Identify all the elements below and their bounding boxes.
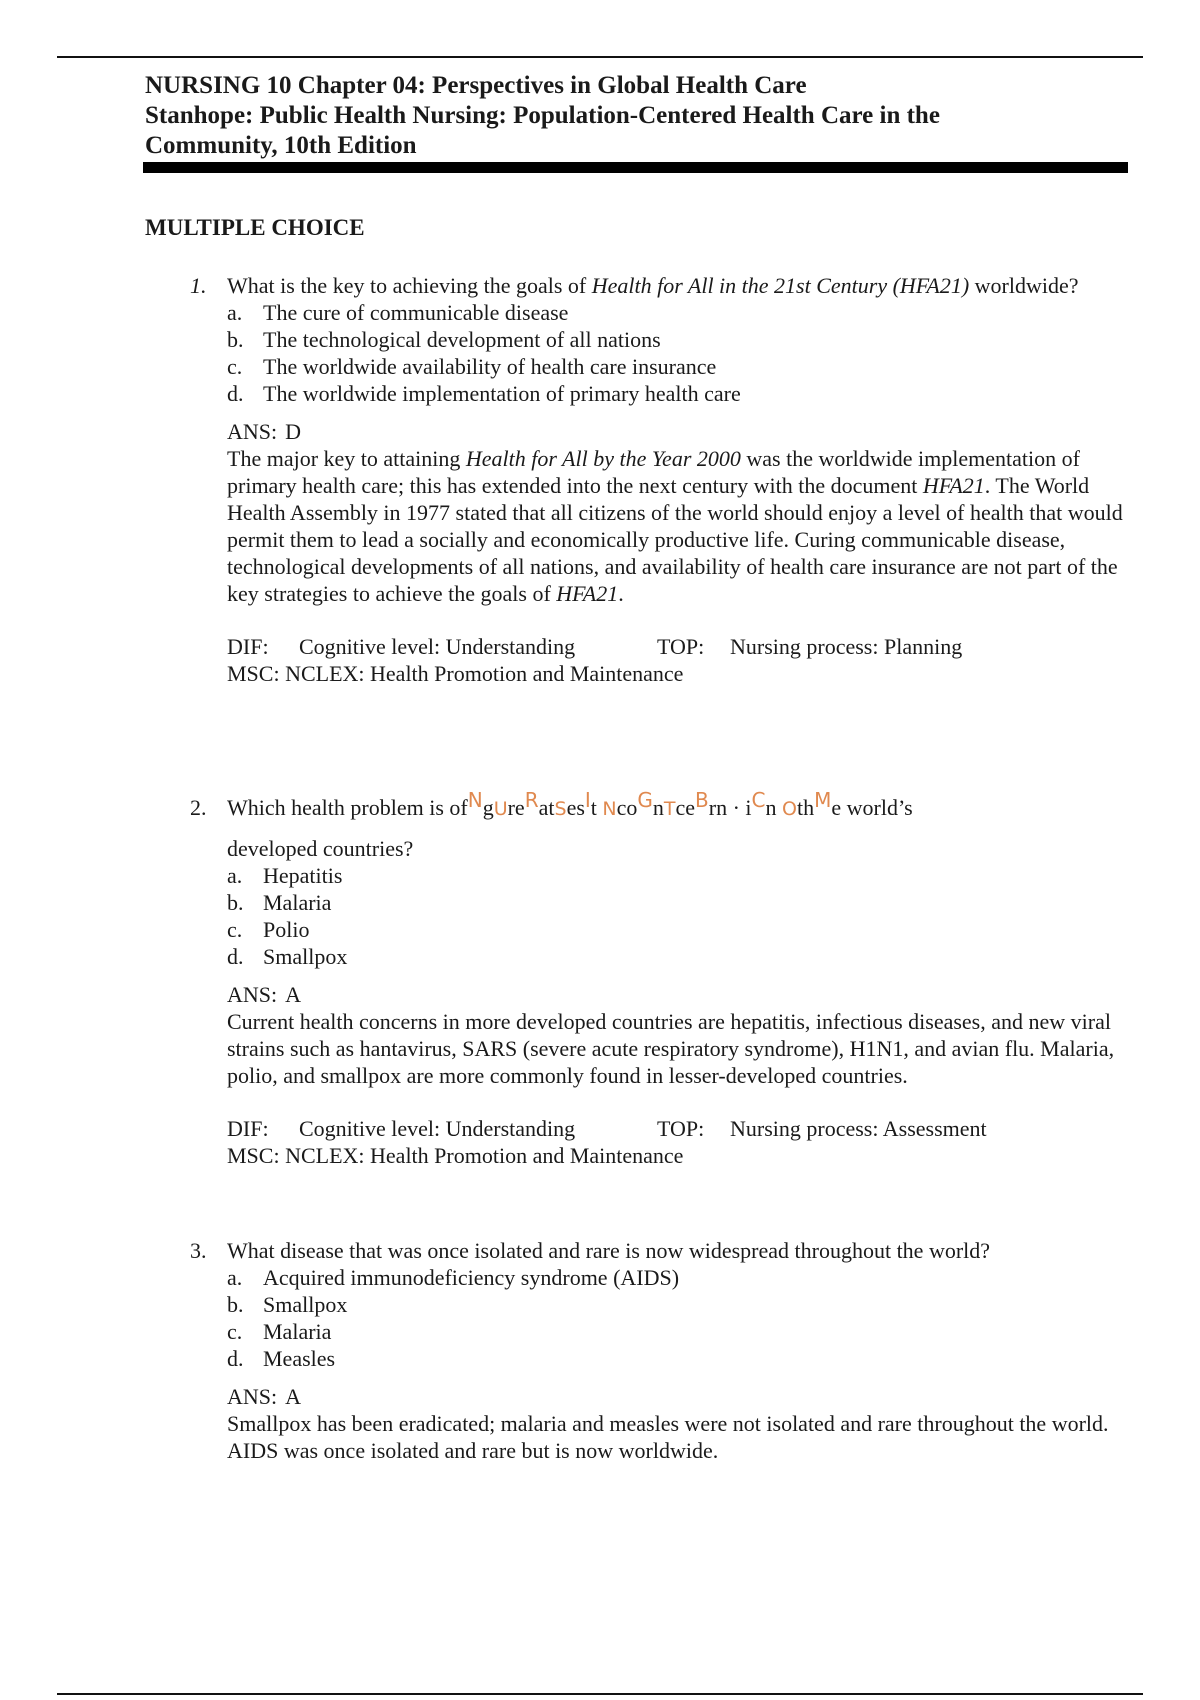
rationale-emphasis: Health for All by the Year 2000 [465,446,741,471]
dif-value: Cognitive level: Understanding [299,1116,576,1141]
watermark-letter: R [524,788,539,812]
top-value: Nursing process: Planning [730,634,963,659]
option-b [227,326,1127,353]
question-number: 1. [190,273,207,298]
options-list [227,862,1127,970]
answer [227,981,1127,1008]
option-letter: a. [227,300,243,325]
answer-label: ANS: [227,1384,278,1409]
stem-text: n [652,795,664,820]
meta-row-dif-top [227,633,1127,660]
watermark-letter: T [663,798,676,820]
option-text: Smallpox [263,944,348,969]
rationale-emphasis: HFA21 [556,581,619,606]
question-body [227,272,1127,687]
option-a [227,862,1127,889]
answer-letter: A [285,1384,302,1409]
watermark-letter: O [782,798,797,820]
watermark-letter: N [467,788,483,812]
option-letter: c. [227,354,243,379]
stem-text: re [507,795,525,820]
option-b [227,889,1127,916]
stem-text: at [538,795,555,820]
answer [227,418,1127,445]
top-label: TOP: [657,1116,705,1141]
option-letter: b. [227,1292,244,1317]
options-list [227,1264,1127,1372]
stem-text: g [482,795,494,820]
msc-label: MSC: [227,1143,280,1168]
msc-label: MSC: [227,661,280,686]
option-text: The worldwide availability of health care insurance [263,354,717,379]
option-c [227,1318,1127,1345]
option-letter: d. [227,1346,244,1371]
msc-value: NCLEX: Health Promotion and Maintenance [285,1143,684,1168]
answer-letter: D [285,419,302,444]
option-text: Malaria [263,1319,332,1344]
header-edition: Community, 10th Edition [145,132,417,159]
stem-text: es [566,795,585,820]
option-d [227,380,1127,407]
stem-text: t [590,795,603,820]
stem-text: rn · i [708,795,752,820]
dif-label: DIF: [227,634,269,659]
stem-text: worldwide? [969,273,1079,298]
stem-text: co [616,795,638,820]
header-book-title: Stanhope: Public Health Nursing: Population-Centered Health Care in the [145,102,940,129]
option-letter: d. [227,944,244,969]
section-title: MULTIPLE CHOICE [145,215,365,240]
option-text: Acquired immunodeficiency syndrome (AIDS) [263,1265,680,1290]
header-bar [143,162,1128,173]
option-letter: c. [227,1319,243,1344]
option-a [227,1264,1127,1291]
option-d [227,943,1127,970]
watermark-letter: S [554,798,567,820]
question-metadata [227,633,1127,687]
watermark-letter: I [584,788,591,812]
option-text: Polio [263,917,310,942]
question-body [227,788,1127,1169]
top-value: Nursing process: Assessment [730,1116,987,1141]
question-stem [227,788,1127,823]
stem-text: Which health problem is of [227,795,468,820]
dif-label: DIF: [227,1116,269,1141]
options-list [227,299,1127,407]
option-letter: b. [227,890,244,915]
option-b [227,1291,1127,1318]
watermark-letter: B [695,788,709,812]
option-c [227,353,1127,380]
question-stem [227,272,1127,299]
option-letter: d. [227,381,244,406]
stem-text: e world’s [831,795,913,820]
question-stem: What disease that was once isolated and rare is now widespread throughout the world? [227,1238,991,1263]
option-c [227,916,1127,943]
watermark-letter: U [493,798,508,820]
watermark-letter: N [602,798,617,820]
bottom-rule [57,1693,1143,1695]
option-text: The cure of communicable disease [263,300,569,325]
question-body [227,1237,1127,1464]
option-text: Measles [263,1346,336,1371]
question-metadata [227,1115,1127,1169]
rationale [227,445,1132,607]
rationale: Current health concerns in more developed countries are hepatitis, infectious diseases, and new viral strains such as hantavirus, SARS (severe acute respiratory syndrome), H1N1, and avian flu. Malaria, polio, and smallpox are more commonly found in lesser-developed countries. [227,1009,1115,1088]
stem-emphasis: Health for All in the 21st Century (HFA21) [591,273,970,298]
watermark-letter: G [637,788,653,812]
option-d [227,1345,1127,1372]
answer [227,1383,1127,1410]
answer-label: ANS: [227,982,278,1007]
meta-row-dif-top [227,1115,1127,1142]
msc-value: NCLEX: Health Promotion and Maintenance [285,661,684,686]
top-label: TOP: [657,634,705,659]
option-letter: b. [227,327,244,352]
rationale-text: . The World Health Assembly in 1977 stated that all citizens of the world should enjoy a level of health that would permit them to lead a socially and economically productive life. Curing communicable disease, technological developments of all nations, and availability of health care insurance are not part of the key strategies to achieve the goals of [227,473,1123,606]
meta-row-msc [227,660,1127,687]
option-text: Smallpox [263,1292,348,1317]
rationale: Smallpox has been eradicated; malaria and measles were not isolated and rare throughout the world. AIDS was once isolated and rare but is now worldwide. [227,1411,1109,1463]
watermark-letter: C [751,788,766,812]
option-text: The worldwide implementation of primary health care [263,381,741,406]
stem-text: n [765,795,783,820]
question-number: 2. [190,795,207,820]
question-stem-line-2: developed countries? [227,836,414,861]
header-title: NURSING 10 Chapter 04: Perspectives in Global Health Care [145,72,807,99]
rationale-text: . [618,581,624,606]
document-header [145,71,1130,173]
option-letter: c. [227,917,243,942]
option-a [227,299,1127,326]
stem-text: ce [675,795,696,820]
option-letter: a. [227,863,243,888]
answer-label: ANS: [227,419,278,444]
meta-row-msc [227,1142,1127,1169]
top-rule [57,56,1143,58]
watermark-letter: M [814,788,832,812]
stem-text: What is the key to achieving the goals of [227,273,592,298]
option-text: Malaria [263,890,332,915]
option-text: The technological development of all nations [263,327,661,352]
stem-text: th [796,795,815,820]
rationale-emphasis: HFA21 [922,473,985,498]
option-text: Hepatitis [263,863,343,888]
question-number: 3. [190,1238,207,1263]
rationale-text: The major key to attaining [227,446,466,471]
rationale-text: was the worldwide implementation of primary health care; this has extended into the next century with the document [227,446,1080,498]
dif-value: Cognitive level: Understanding [299,634,576,659]
answer-letter: A [285,982,302,1007]
option-letter: a. [227,1265,243,1290]
